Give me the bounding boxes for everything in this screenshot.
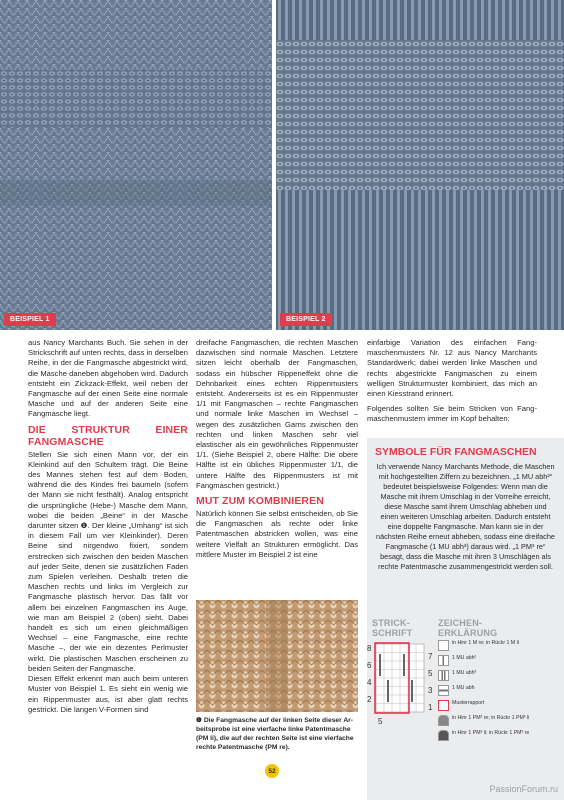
knit-symbol-icon [438,640,449,651]
row-number: 4 [367,678,372,687]
paragraph: Folgendes sollten Sie beim Stricken von Fangmaschenmustern immer im Kopf behalten: [367,404,537,424]
legend-item [438,715,560,726]
knit-texture-2 [276,0,564,330]
slip2-symbol-icon [438,655,449,666]
repeat-symbol-icon [438,700,449,711]
text-column-1 [28,338,188,715]
paragraph: einfarbige Variation des einfachen Fangmaschenmusters Nr. 12 aus Nancy Marchants Standardwerk; dabei werden linke Maschen und rechts abgestrickte Fangmaschen zu einem welligen Strukturmuster kombiniert, das mich an einen Kiesstrand erinnert. [367,338,537,399]
legend-heading: ZEICHEN- ERKLÄRUNG [438,618,498,638]
legend-item [438,670,560,681]
knit-texture-1 [0,0,272,330]
photo-example-2 [276,0,564,330]
section-heading: MUT ZUM KOMBINIEREN [196,495,324,508]
paragraph: dreifache Fangmaschen, die rechten Maschen dazwischen sind normale Maschen. Letztere sitzen leicht oberhalb der Fangmaschen, sodass ein hübscher Rippeneffekt ohne die Dehnbarkeit eines echten Rippenmusters entsteht. Andererseits ist es ein Rippenmuster 1/1 mit Fangmaschen – rechte Fangmaschen und normale linke Maschen im Wechsel – wegen des zusätzlichen Garns zwischen den rechten und linken Maschen sehr viel elastischer als ein gewöhnliches Rippenmuster 1/1. (Siehe Beispiel 2, obere Hälfte: Die obere Hälfte ist ein übliches Rippenmuster 1/1, die untere Hälfte des Rippenmusters ist mit Fangmaschen gestrickt.) [196,338,358,490]
sidebar-title: SYMBOLE FÜR FANGMASCHEN [375,446,537,458]
legend-item [438,655,560,666]
legend-label: Musterrapport [452,700,485,706]
legend-label: 1 MU abh³ [452,670,477,676]
chart-heading: STRICK- SCHRIFT [372,618,413,638]
legend-label: 1 MU abh² [452,655,477,661]
legend-label: in Hinr 1 PM³ li; in Rückr 1 PM³ re [452,730,530,736]
chart-legend [438,640,560,745]
legend-item [438,685,560,696]
slip-symbol-icon [438,685,449,696]
legend-label: in Hinr 1 PM³ re; in Rückr 1 PM³ li [452,715,530,721]
text-column-2 [196,338,358,560]
paragraph: Natürlich können Sie selbst entscheiden, ob Sie die Fangmaschen als rechte oder linke Patentmaschen abstricken wollen, was eine weitere Vielfalt an Strukturen ermöglicht. Das mittlere Muster im Beispiel 2 ist eine [196,509,358,559]
brioche-purl-symbol-icon [438,730,449,741]
section-heading: DIE STRUKTUR EINER FANGMASCHE [28,423,188,448]
paragraph: aus Nancy Marchants Buch. Sie sehen in der Strickschrift auf unten rechts, dass in derselben Reihe, in der die Fangmasche abgestrickt wird, die Masche daneben abgehoben wird. Dadurch entsteht ein Zickzack-Effekt, weil neben der Fangmasche auf der einen Seite eine normale Masche und auf der anderen Seite eine Fangmasche liegt. [28,338,188,419]
figure-caption: ❶ Die Fangmasche auf der linken Seite dieser Arbeitsprobe ist eine vierfache linke Patentmasche (PM li), die auf der rechten Seite ist eine vierfache rechte Patentmasche (PM re). [196,717,354,751]
swatch-photo [196,600,358,712]
row-number: 2 [367,695,372,704]
page-number: 52 [265,764,279,778]
photo-label-2: BEISPIEL 2 [280,313,332,326]
legend-item [438,640,560,651]
legend-item [438,730,560,741]
row-number: 7 [428,652,433,661]
paragraph: Stellen Sie sich einen Mann vor, der ein Kleinkind auf den Schultern trägt. Die Beine des Mannes stehen fest auf dem Boden, während die des Kindes frei baumeln (sofern der Mann sie nicht festhält). Analog entspricht die ursprüngliche (Hebe-) Masche dem Mann, wobei die beiden „Beine“ in der Masche darunter sitzen ❶. Der kleine „Umhang“ ist sich in diesem Fall um vier Kleinkinder). Deren Beine sind nirgendwo fixiert, sondern erstrecken sich zwischen den beiden Maschen auf jeder Seite, denen sie zusätzlichen Faden zum Spielen verleihen. Deshalb treten die Maschen rechts und links im Vergleich zur Fangmasche plastisch hervor. Das fällt vor allem bei einzelnen Fangmaschen ins Auge, wie man am Beispiel 2 (oben) sieht. Dabei handelt es sich um einen gleichmäßigen Wechsel – eine Fangmasche, eine rechte Masche –, der wie ein dezentes Perlmuster wirkt. Die plastischen Maschen erscheinen zu beiden Seiten der Fangmasche. [28,449,188,673]
knitting-chart [364,640,436,738]
swatch-texture [196,600,358,712]
photo-label-1: BEISPIEL 1 [4,313,56,326]
paragraph: Diesen Effekt erkennt man auch beim unteren Muster von Beispiel 1. Es sieht ein wenig wie ein Rippenmuster aus, ist aber glatt rechts gestrickt. Die langen V-Formen sind [28,674,188,714]
chart-grid [375,643,424,713]
column-number: 5 [378,717,383,726]
row-number: 6 [367,661,372,670]
row-number: 3 [428,686,433,695]
text-column-3 [367,338,537,425]
row-number: 8 [367,644,372,653]
brioche-knit-symbol-icon [438,715,449,726]
slip3-symbol-icon [438,670,449,681]
row-number: 5 [428,669,433,678]
legend-label: 1 MU abh [452,685,475,691]
legend-item [438,700,560,711]
watermark: PassionForum.ru [489,784,558,794]
sidebar-body: Ich verwende Nancy Marchants Methode, die Maschen mit hochgestellten Ziffern zu bezeichnen. „1 MU abh²“ bedeutet beispielsweise Folgendes: Wenn man die Masche mit ihrem Umschlag in der Vorreihe erreicht, diese Masche samt ihrem Umschlag abheben und einen weiteren Umschlag arbeiten. Dadurch entsteht eine doppelte Fangmasche. Man kann sie in der nächsten Reihe erneut abheben, sodass eine dreifache Fangmasche (1 MU abh³) daraus wird. „1 PM³ re“ besagt, dass die Masche mit ihren 3 Umschlägen als rechte Patentmasche zusammengestrickt werden soll. [376,462,555,571]
row-number: 1 [428,703,433,712]
photo-example-1 [0,0,272,330]
legend-label: in Hinr 1 M re; in Rückr 1 M li [452,640,519,646]
